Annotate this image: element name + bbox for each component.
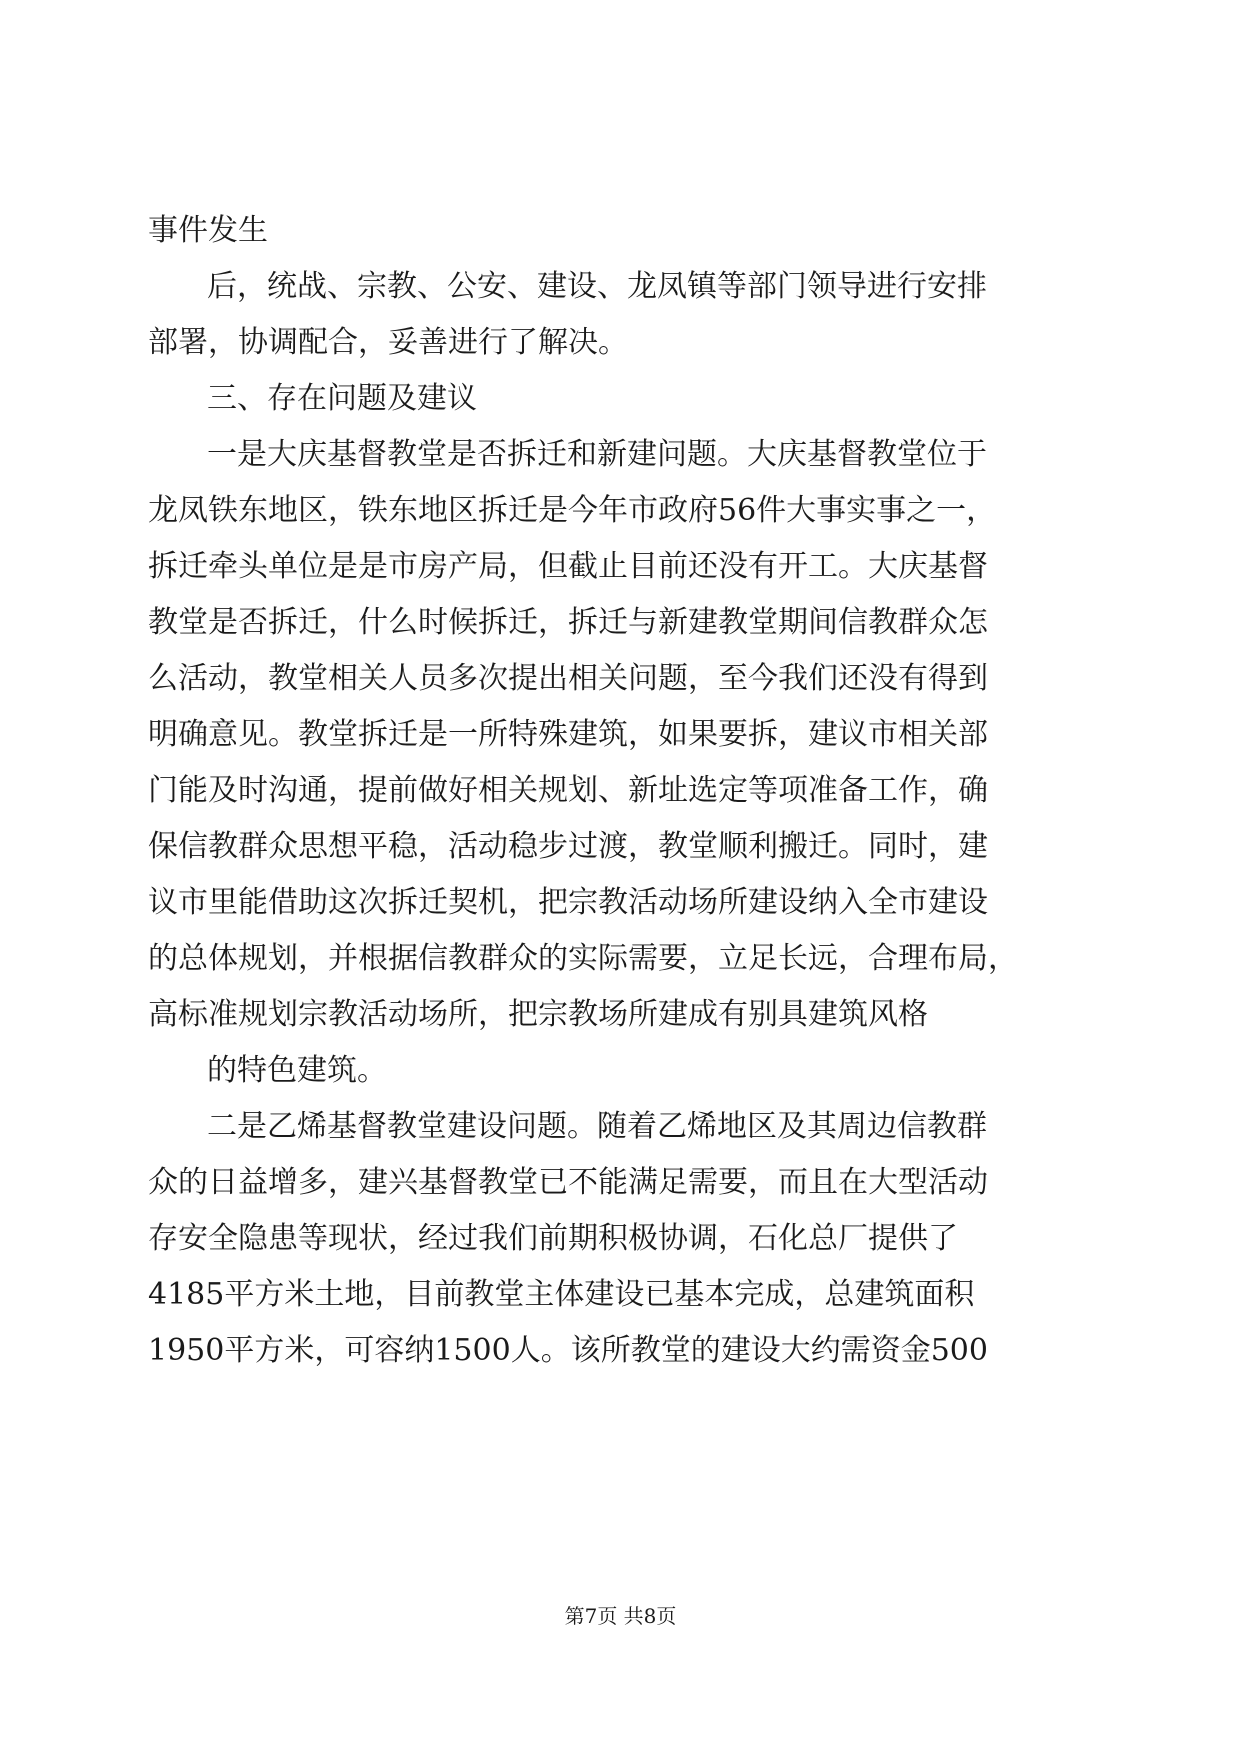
text-line: 事件发生	[148, 213, 268, 248]
text-line: 存安全隐患等现状，经过我们前期积极协调，石化总厂提供了	[148, 1221, 958, 1256]
text-line: 4185平方米土地，目前教堂主体建设已基本完成，总建筑面积	[148, 1277, 975, 1312]
page-number-footer: 第7页 共8页	[564, 1604, 677, 1628]
text-line: 的特色建筑。	[207, 1053, 387, 1088]
text-line: 拆迁牵头单位是是市房产局，但截止目前还没有开工。大庆基督	[148, 549, 988, 584]
text-line: 高标准规划宗教活动场所，把宗教场所建成有别具建筑风格	[148, 997, 928, 1032]
text-line: 1950平方米，可容纳1500人。该所教堂的建设大约需资金500	[148, 1333, 988, 1368]
text-line: 教堂是否拆迁，什么时候拆迁，拆迁与新建教堂期间信教群众怎	[148, 605, 988, 640]
text-line: 部署，协调配合，妥善进行了解决。	[148, 325, 628, 360]
text-line: 二是乙烯基督教堂建设问题。随着乙烯地区及其周边信教群	[207, 1109, 987, 1144]
text-line: 么活动，教堂相关人员多次提出相关问题，至今我们还没有得到	[148, 661, 988, 696]
section-heading: 三、存在问题及建议	[207, 381, 477, 416]
text-line: 的总体规划，并根据信教群众的实际需要，立足长远，合理布局，	[148, 941, 1018, 976]
text-line: 明确意见。教堂拆迁是一所特殊建筑，如果要拆，建议市相关部	[148, 717, 988, 752]
text-line: 后，统战、宗教、公安、建设、龙凤镇等部门领导进行安排	[207, 269, 987, 304]
text-line: 保信教群众思想平稳，活动稳步过渡，教堂顺利搬迁。同时，建	[148, 829, 988, 864]
text-line: 众的日益增多，建兴基督教堂已不能满足需要，而且在大型活动	[148, 1165, 988, 1200]
text-line: 一是大庆基督教堂是否拆迁和新建问题。大庆基督教堂位于	[207, 437, 987, 472]
text-line: 议市里能借助这次拆迁契机，把宗教活动场所建设纳入全市建设	[148, 885, 988, 920]
text-line: 龙凤铁东地区，铁东地区拆迁是今年市政府56件大事实事之一，	[148, 493, 997, 528]
text-line: 门能及时沟通，提前做好相关规划、新址选定等项准备工作，确	[148, 773, 988, 808]
